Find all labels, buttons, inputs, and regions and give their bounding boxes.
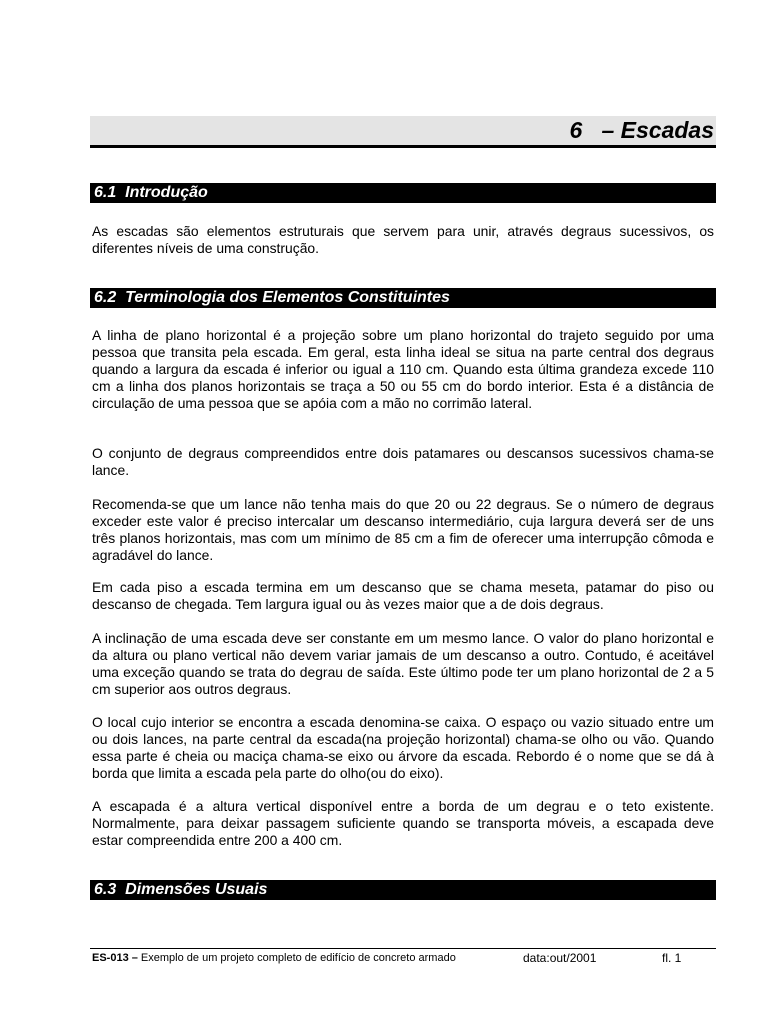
paragraph: A linha de plano horizontal é a projeção sobre um plano horizontal do trajeto seguido por uma pessoa que transita pela escada. Em geral, esta linha ideal se situa na parte central dos degraus quando a largura da escada é inferior ou igual a 110 cm. Quando esta última grandeza excede 110 cm a linha dos planos horizontais se traça a 50 ou 55 cm do bordo interior. Esta é a distância de circulação de uma pessoa que se apóia com a mão no corrimão lateral. <box>92 327 714 411</box>
paragraph: Recomenda-se que um lance não tenha mais do que 20 ou 22 degraus. Se o número de degraus exceder este valor é preciso intercalar um descanso intermediário, cuja largura deverá ser de uns três planos horizontais, mas com um mínimo de 85 cm a fim de oferecer uma interrupção cômoda e agradável do lance. <box>92 496 714 563</box>
section-heading-introducao <box>90 183 716 203</box>
paragraph: As escadas são elementos estruturais que servem para unir, através degraus sucessivos, os diferentes níveis de uma construção. <box>92 223 714 256</box>
footer-description: Exemplo de um projeto completo de edifício de concreto armado <box>137 952 456 964</box>
footer-document-info <box>92 951 456 965</box>
chapter-header <box>90 116 716 148</box>
footer-page-number: fl. 1 <box>662 951 682 965</box>
section-heading-terminologia <box>90 288 716 308</box>
chapter-title: 6 – Escadas <box>569 117 714 143</box>
footer-code: ES-013 – <box>92 952 138 964</box>
paragraph: Em cada piso a escada termina em um descanso que se chama meseta, patamar do piso ou descanso de chegada. Tem largura igual ou às vezes maior que a de dois degraus. <box>92 579 714 612</box>
paragraph: A inclinação de uma escada deve ser constante em um mesmo lance. O valor do plano horizontal e da altura ou plano vertical não devem variar jamais de um descanso a outro. Contudo, é aceitável uma exceção quando se trata do degrau de saída. Este último pode ter um plano horizontal de 2 a 5 cm superior aos outros degraus. <box>92 630 714 697</box>
paragraph: O conjunto de degraus compreendidos entre dois patamares ou descansos sucessivos chama-se lance. <box>92 445 714 478</box>
footer-divider <box>90 948 716 949</box>
paragraph: O local cujo interior se encontra a escada denomina-se caixa. O espaço ou vazio situado entre um ou dois lances, na parte central da escada(na projeção horizontal) chama-se olho ou vão. Quando essa parte é cheia ou maciça chama-se eixo ou árvore da escada. Rebordo é o nome que se dá à borda que limita a escada pela parte do olho(ou do eixo). <box>92 714 714 781</box>
section-title: 6.2 Terminologia dos Elementos Constituintes <box>94 289 450 306</box>
section-heading-dimensoes <box>90 880 716 900</box>
section-title: 6.3 Dimensões Usuais <box>94 881 268 898</box>
section-title: 6.1 Introdução <box>94 184 208 201</box>
paragraph: A escapada é a altura vertical disponível entre a borda de um degrau e o teto existente. Normalmente, para deixar passagem suficiente quando se transporta móveis, a escapada deve estar compreendida entre 200 a 400 cm. <box>92 798 714 848</box>
footer-date: data:out/2001 <box>523 951 597 965</box>
